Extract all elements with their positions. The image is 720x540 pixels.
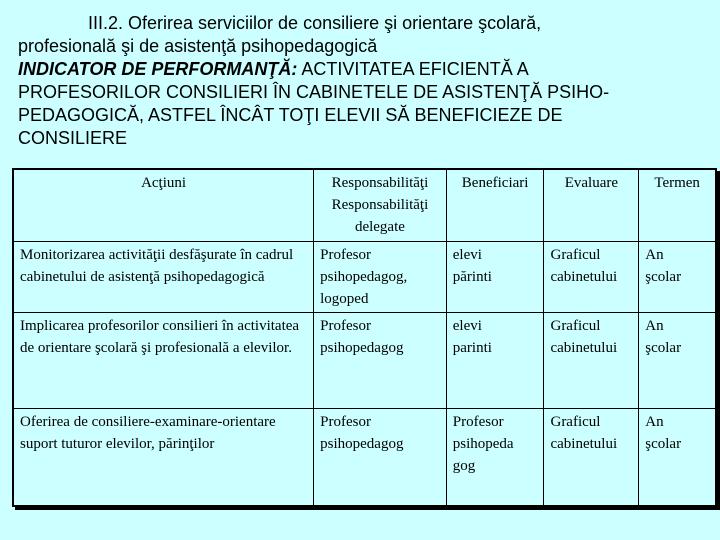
table-header-row bbox=[13, 169, 716, 241]
cell-beneficiari: elevi parinti bbox=[446, 312, 544, 408]
indicator: INDICATOR DE PERFORMANŢĂ: ACTIVITATEA EFICIENTĂ A bbox=[18, 59, 529, 79]
table-row bbox=[13, 241, 716, 312]
table-row bbox=[13, 312, 716, 408]
cell-beneficiari: elevi părinti bbox=[446, 241, 544, 312]
indicator-line-4: CONSILIERE bbox=[18, 128, 128, 148]
heading-title: III.2. Oferirea serviciilor de consiliere şi orientare şcolară, bbox=[88, 13, 542, 33]
cell-evaluare: Graficul cabinetului bbox=[544, 241, 639, 312]
cell-responsabil: Profesor psihopedagog, logoped bbox=[314, 241, 447, 312]
header-actiuni: Acţiuni bbox=[13, 169, 314, 241]
heading-subtitle: profesională şi de asistenţă psihopedagogică bbox=[18, 36, 378, 56]
cell-actiune: Monitorizarea activităţii desfăşurate în cadrul cabinetului de asistenţă psihopedagogică bbox=[13, 241, 314, 312]
cell-actiune: Oferirea de consiliere-examinare-orientare suport tuturor elevilor, părinţilor bbox=[13, 408, 314, 506]
action-plan-table bbox=[12, 168, 717, 507]
cell-termen: An şcolar bbox=[639, 312, 716, 408]
indicator-line-3: PEDAGOGICĂ, ASTFEL ÎNCÂT TOŢI ELEVII SĂ BENEFICIEZE DE bbox=[18, 105, 563, 125]
header-termen: Termen bbox=[639, 169, 716, 241]
cell-evaluare: Graficul cabinetului bbox=[544, 312, 639, 408]
indicator-label: INDICATOR DE PERFORMANŢĂ: bbox=[18, 59, 298, 79]
cell-actiune: Implicarea profesorilor consilieri în activitatea de orientare şcolară şi profesională a elevilor. bbox=[13, 312, 314, 408]
indicator-line-2: PROFESORILOR CONSILIERI ÎN CABINETELE DE ASISTENŢĂ PSIHO- bbox=[18, 82, 610, 102]
header-responsabilitati: Responsabilităţi Responsabilităţi delegate bbox=[314, 169, 447, 241]
cell-evaluare: Graficul cabinetului bbox=[544, 408, 639, 506]
cell-termen: An şcolar bbox=[639, 408, 716, 506]
header-evaluare: Evaluare bbox=[544, 169, 639, 241]
cell-beneficiari: Profesor psihopeda gog bbox=[446, 408, 544, 506]
header-beneficiari: Beneficiari bbox=[446, 169, 544, 241]
cell-termen: An şcolar bbox=[639, 241, 716, 312]
cell-responsabil: Profesor psihopedagog bbox=[314, 408, 447, 506]
table-row bbox=[13, 408, 716, 506]
section-heading bbox=[18, 12, 708, 150]
cell-responsabil: Profesor psihopedagog bbox=[314, 312, 447, 408]
